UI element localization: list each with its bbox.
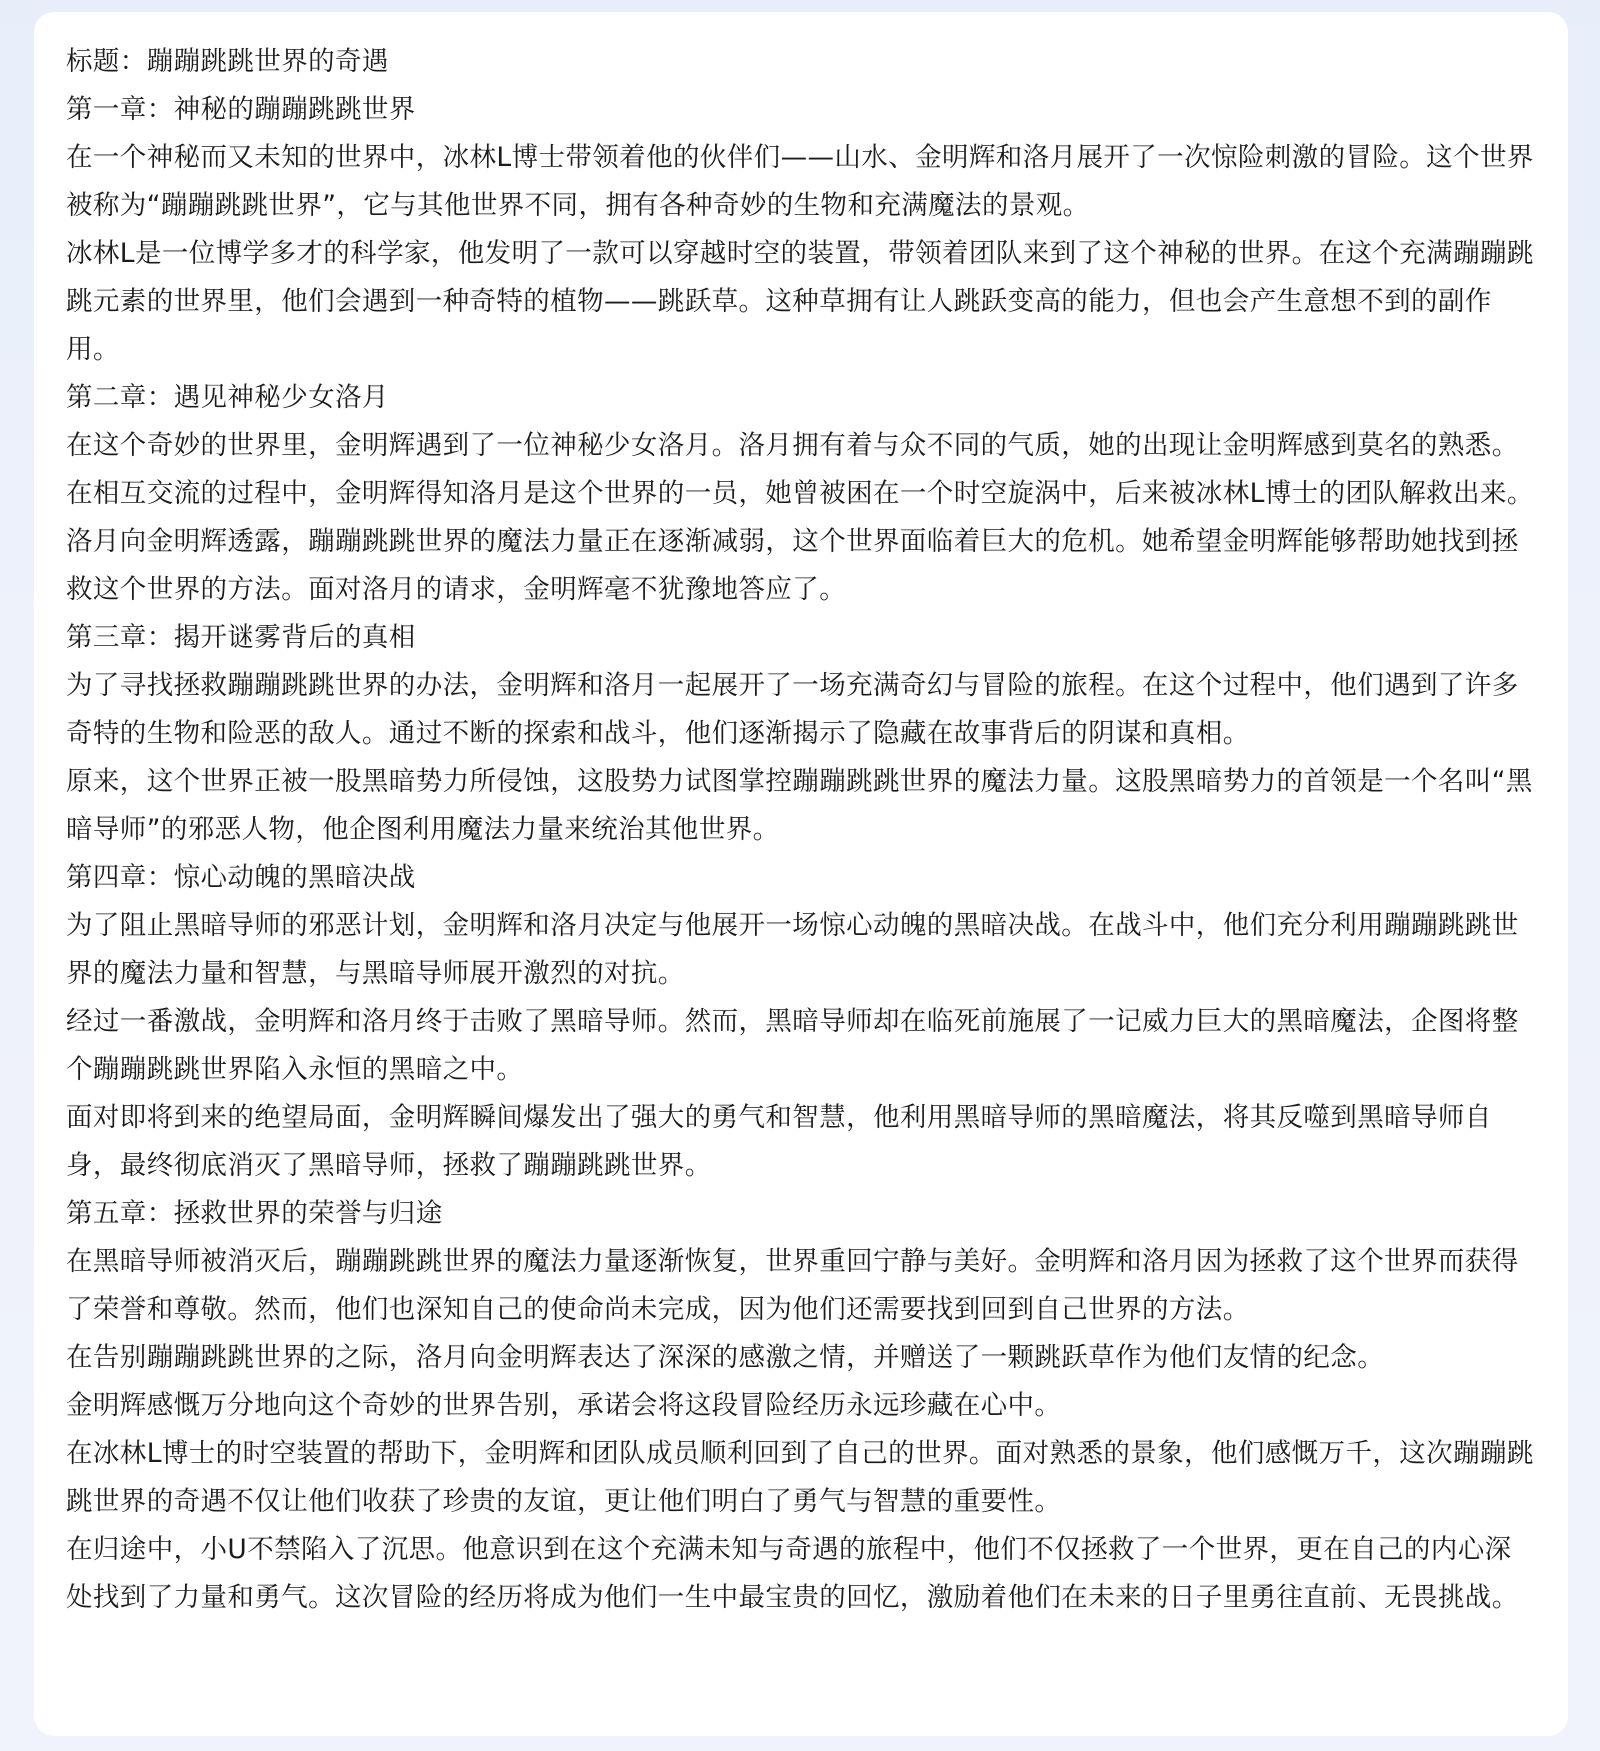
chapter-4-heading: 第四章：惊心动魄的黑暗决战 bbox=[66, 862, 416, 893]
chapter-2-heading: 第二章：遇见神秘少女洛月 bbox=[66, 382, 389, 413]
chapter-1-paragraph-2: 冰林L是一位博学多才的科学家，他发明了一款可以穿越时空的装置，带领着团队来到了这个神秘的世界。在这个充满蹦蹦跳跳元素的世界里，他们会遇到一种奇特的植物——跳跃草。这种草拥有让人跳跃变高的能力，但也会产生意想不到的副作用。 bbox=[66, 238, 1534, 365]
chapter-2-paragraph-2: 洛月向金明辉透露，蹦蹦跳跳世界的魔法力量正在逐渐减弱，这个世界面临着巨大的危机。她希望金明辉能够帮助她找到拯救这个世界的方法。面对洛月的请求，金明辉毫不犹豫地答应了。 bbox=[66, 526, 1519, 605]
chapter-5-paragraph-2: 在告别蹦蹦跳跳世界的之际，洛月向金明辉表达了深深的感激之情，并赠送了一颗跳跃草作为他们友情的纪念。 bbox=[66, 1342, 1385, 1373]
chapter-3-paragraph-1: 为了寻找拯救蹦蹦跳跳世界的办法，金明辉和洛月一起展开了一场充满奇幻与冒险的旅程。在这个过程中，他们遇到了许多奇特的生物和险恶的敌人。通过不断的探索和战斗，他们逐渐揭示了隐藏在故事背后的阴谋和真相。 bbox=[66, 670, 1519, 749]
chapter-3-paragraph-2: 原来，这个世界正被一股黑暗势力所侵蚀，这股势力试图掌控蹦蹦跳跳世界的魔法力量。这股黑暗势力的首领是一个名叫“黑暗导师”的邪恶人物，他企图利用魔法力量来统治其他世界。 bbox=[66, 766, 1533, 845]
story-card bbox=[34, 12, 1568, 1736]
chapter-5-paragraph-4: 在冰林L博士的时空装置的帮助下，金明辉和团队成员顺利回到了自己的世界。面对熟悉的景象，他们感慨万千，这次蹦蹦跳跳世界的奇遇不仅让他们收获了珍贵的友谊，更让他们明白了勇气与智慧的重要性。 bbox=[66, 1438, 1534, 1517]
chapter-5-paragraph-3: 金明辉感慨万分地向这个奇妙的世界告别，承诺会将这段冒险经历永远珍藏在心中。 bbox=[66, 1390, 1062, 1421]
chapter-5-heading: 第五章：拯救世界的荣誉与归途 bbox=[66, 1198, 443, 1229]
story-title: 标题：蹦蹦跳跳世界的奇遇 bbox=[66, 46, 389, 77]
chapter-4-paragraph-3: 面对即将到来的绝望局面，金明辉瞬间爆发出了强大的勇气和智慧，他利用黑暗导师的黑暗魔法，将其反噬到黑暗导师自身，最终彻底消灭了黑暗导师，拯救了蹦蹦跳跳世界。 bbox=[66, 1102, 1492, 1181]
chapter-5-paragraph-1: 在黑暗导师被消灭后，蹦蹦跳跳世界的魔法力量逐渐恢复，世界重回宁静与美好。金明辉和洛月因为拯救了这个世界而获得了荣誉和尊敬。然而，他们也深知自己的使命尚未完成，因为他们还需要找到回到自己世界的方法。 bbox=[66, 1246, 1519, 1325]
chapter-2-paragraph-1: 在这个奇妙的世界里，金明辉遇到了一位神秘少女洛月。洛月拥有着与众不同的气质，她的出现让金明辉感到莫名的熟悉。在相互交流的过程中，金明辉得知洛月是这个世界的一员，她曾被困在一个时空旋涡中，后来被冰林L博士的团队解救出来。 bbox=[66, 430, 1534, 509]
chapter-1-paragraph-1: 在一个神秘而又未知的世界中，冰林L博士带领着他的伙伴们——山水、金明辉和洛月展开了一次惊险刺激的冒险。这个世界被称为“蹦蹦跳跳世界”，它与其他世界不同，拥有各种奇妙的生物和充满魔法的景观。 bbox=[66, 142, 1534, 221]
chapter-3-heading: 第三章：揭开谜雾背后的真相 bbox=[66, 622, 416, 653]
chapter-4-paragraph-2: 经过一番激战，金明辉和洛月终于击败了黑暗导师。然而，黑暗导师却在临死前施展了一记威力巨大的黑暗魔法，企图将整个蹦蹦跳跳世界陷入永恒的黑暗之中。 bbox=[66, 1006, 1519, 1085]
chapter-1-heading: 第一章：神秘的蹦蹦跳跳世界 bbox=[66, 94, 416, 125]
chapter-4-paragraph-1: 为了阻止黑暗导师的邪恶计划，金明辉和洛月决定与他展开一场惊心动魄的黑暗决战。在战斗中，他们充分利用蹦蹦跳跳世界的魔法力量和智慧，与黑暗导师展开激烈的对抗。 bbox=[66, 910, 1519, 989]
chapter-5-paragraph-5: 在归途中，小U不禁陷入了沉思。他意识到在这个充满未知与奇遇的旅程中，他们不仅拯救了一个世界，更在自己的内心深处找到了力量和勇气。这次冒险的经历将成为他们一生中最宝贵的回忆，激励着他们在未来的日子里勇往直前、无畏挑战。 bbox=[66, 1534, 1519, 1613]
